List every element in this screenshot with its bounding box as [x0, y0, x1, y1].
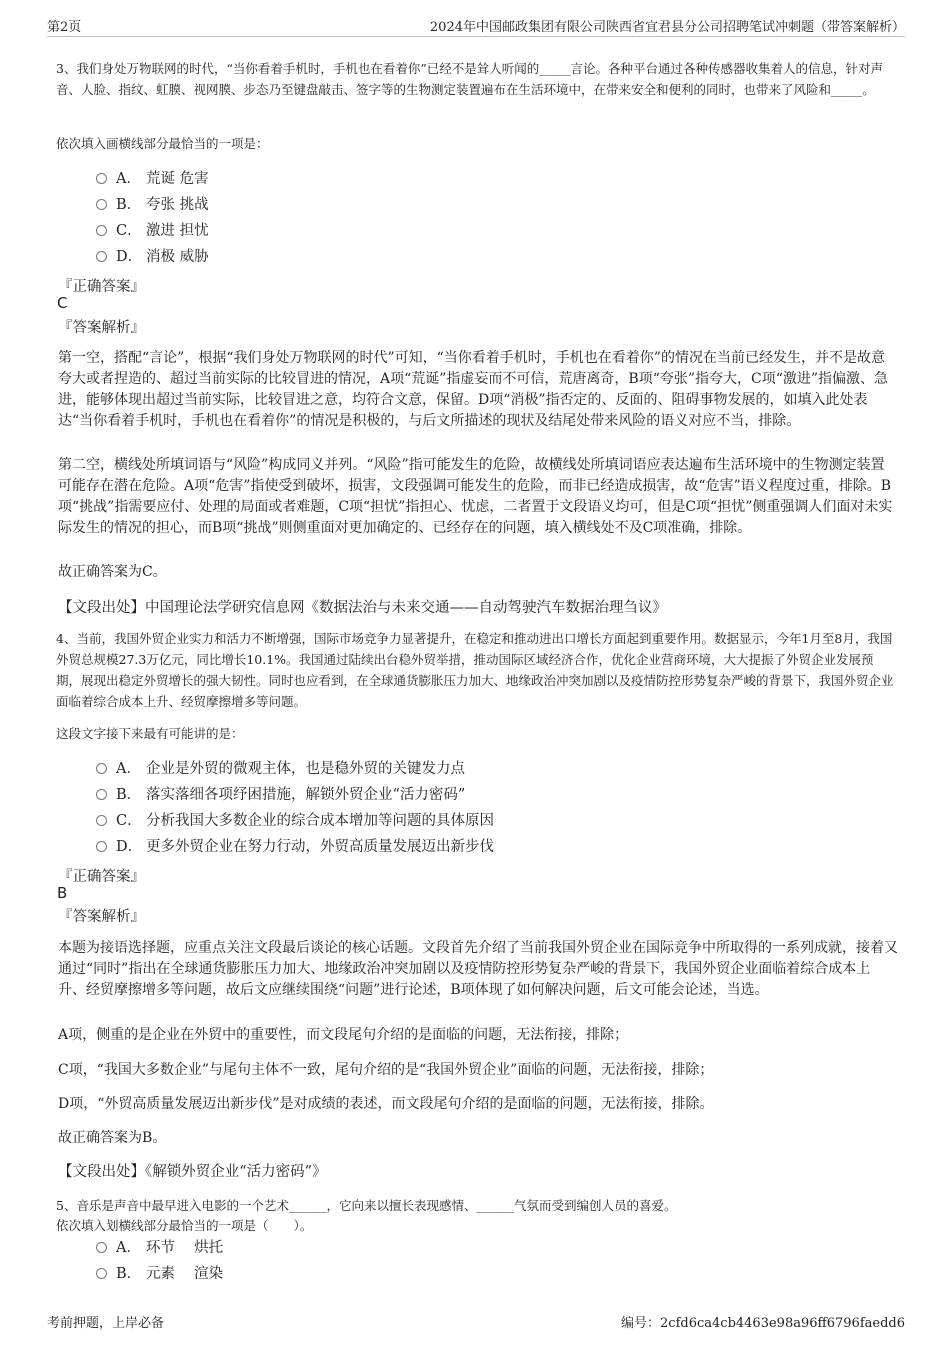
q3-source: 【文段出处】中国理论法学研究信息网《数据法治与未来交通——自动驾驶汽车数据治理刍议》	[58, 600, 667, 616]
q4-analysis-option-c: C项，“我国大多数企业”与尾句主体不一致，尾句介绍的是“我国外贸企业”面临的问题，无法衔接，排除；	[58, 1062, 714, 1078]
document-id: 编号：2cfd6ca4cb4463e98a96ff6796faedd6	[621, 1316, 905, 1331]
document-title: 2024年中国邮政集团有限公司陕西省宜君县分公司招聘笔试冲刺题（带答案解析）	[429, 20, 905, 35]
q3-option-c[interactable]: C． 激进 担忧	[96, 220, 209, 242]
page-number: 第2页	[47, 20, 82, 35]
q4-option-c[interactable]: C． 分析我国大多数企业的综合成本增加等问题的具体原因	[96, 810, 494, 832]
question-5-ask: 依次填入划横线部分最恰当的一项是（ ）。	[56, 1218, 313, 1233]
page-header	[47, 14, 905, 37]
q3-correct-answer-label: 『正确答案』	[58, 279, 145, 295]
footer-slogan: 考前押题，上岸必备	[47, 1316, 165, 1331]
q3-analysis-label: 『答案解析』	[58, 320, 145, 336]
q3-option-a[interactable]: A． 荒诞 危害	[96, 168, 209, 190]
radio-icon[interactable]	[96, 1268, 107, 1279]
q3-option-b[interactable]: B． 夸张 挑战	[96, 194, 209, 216]
q3-option-d[interactable]: D． 消极 威胁	[96, 246, 209, 268]
question-3-stem: 3、我们身处万物联网的时代，“当你看着手机时，手机也在看着你”已经不是耸人听闻的_____言论。各种平台通过各种传感器收集着人的信息，针对声音、人脸、指纹、虹膜、视网膜、步态乃至键盘敲击、签字等的生物测定装置遍布在生活环境中，在带来安全和便利的同时，也带来了风险和_____。	[56, 61, 883, 97]
q4-option-b[interactable]: B． 落实落细各项纾困措施，解锁外贸企业“活力密码”	[96, 784, 465, 806]
q4-analysis-paragraph-1: 本题为接语选择题，应重点关注文段最后谈论的核心话题。文段首先介绍了当前我国外贸企业在国际竞争中所取得的一系列成就，接着又通过“同时”指出在全球通货膨胀压力加大、地缘政治冲突加剧以及疫情防控形势复杂严峻的背景下，我国外贸企业面临着综合成本上升、经贸摩擦增多等问题，故后文应继续围绕“问题”进行论述，B项体现了如何解决问题，后文可能会论述，当选。	[58, 940, 898, 998]
radio-icon[interactable]	[96, 815, 107, 826]
question-3-ask: 依次填入画横线部分最恰当的一项是：	[56, 136, 269, 151]
q3-answer: C	[57, 294, 68, 312]
radio-icon[interactable]	[96, 225, 107, 236]
q4-analysis-option-d: D项，“外贸高质量发展迈出新步伐”是对成绩的表述，而文段尾句介绍的是面临的问题，无法衔接，排除。	[58, 1096, 714, 1112]
q4-option-a[interactable]: A． 企业是外贸的微观主体，也是稳外贸的关键发力点	[96, 758, 465, 780]
radio-icon[interactable]	[96, 789, 107, 800]
radio-icon[interactable]	[96, 841, 107, 852]
radio-icon[interactable]	[96, 1242, 107, 1253]
radio-icon[interactable]	[96, 199, 107, 210]
question-4-stem: 4、当前，我国外贸企业实力和活力不断增强，国际市场竞争力显著提升，在稳定和推动进出口增长方面起到重要作用。数据显示，今年1月至8月，我国外贸总规模27.3万亿元，同比增长10.1%。我国通过陆续出台稳外贸举措，推动国际区域经济合作，优化企业营商环境，大大提振了外贸企业发展预期，展现出稳定外贸增长的强大韧性。同时也应看到，在全球通货膨胀压力加大、地缘政治冲突加剧以及疫情防控形势复杂严峻的背景下，我国外贸企业面临着综合成本上升、经贸摩擦增多等问题。	[56, 631, 894, 709]
radio-icon[interactable]	[96, 763, 107, 774]
question-4-ask: 这段文字接下来最有可能讲的是：	[56, 726, 244, 741]
q3-analysis-paragraph-2: 第二空，横线处所填词语与“风险”构成同义并列。“风险”指可能发生的危险，故横线处所填词语应表达遍布生活环境中的生物测定装置可能存在潜在危险。A项“危害”指使受到破坏，损害，文段强调可能发生的危险，而非已经造成损害，故“危害”语义程度过重，排除。B项“挑战”指需要应付、处理的局面或者难题，C项“担忧”指担心、忧虑，二者置于文段语义均可，但是C项“担忧”侧重强调人们面对未实际发生的情况的担心，而B项“挑战”则侧重面对更加确定的、已经存在的问题，填入横线处不及C项准确，排除。	[58, 457, 893, 536]
question-5-stem: 5、音乐是声音中最早进入电影的一个艺术______，它向来以擅长表现感情、______气氛而受到编创人员的喜爱。	[56, 1198, 677, 1213]
q4-analysis-label: 『答案解析』	[58, 909, 145, 925]
radio-icon[interactable]	[96, 251, 107, 262]
q5-option-b[interactable]: B． 元素 渲染	[96, 1263, 223, 1285]
q4-correct-answer-label: 『正确答案』	[58, 869, 145, 885]
q3-analysis-conclusion: 故正确答案为C。	[58, 564, 167, 580]
q4-answer: B	[57, 884, 68, 902]
q4-source: 【文段出处】《解锁外贸企业“活力密码”》	[58, 1164, 327, 1180]
q4-option-d[interactable]: D． 更多外贸企业在努力行动，外贸高质量发展迈出新步伐	[96, 836, 494, 858]
radio-icon[interactable]	[96, 173, 107, 184]
q3-analysis-paragraph-1: 第一空，搭配“言论”，根据“我们身处万物联网的时代”可知，“当你看着手机时，手机也在看着你”的情况在当前已经发生，并不是故意夸大或者捏造的、超过当前实际的比较冒进的情况，A项“荒诞”指虚妄而不可信，荒唐离奇，B项“夸张”指夸大，C项“激进”指偏激、急进，能够体现出超过当前实际，比较冒进之意，均符合文意，保留。D项“消极”指否定的、反面的、阻碍事物发展的，如填入此处表达“当你看着手机时，手机也在看着你”的情况是积极的，与后文所描述的现状及结尾处带来风险的语义对应不当，排除。	[58, 350, 889, 429]
q5-option-a[interactable]: A． 环节 烘托	[96, 1237, 223, 1259]
q4-analysis-option-a: A项，侧重的是企业在外贸中的重要性，而文段尾句介绍的是面临的问题，无法衔接，排除；	[58, 1027, 629, 1043]
q4-analysis-conclusion: 故正确答案为B。	[58, 1130, 167, 1146]
